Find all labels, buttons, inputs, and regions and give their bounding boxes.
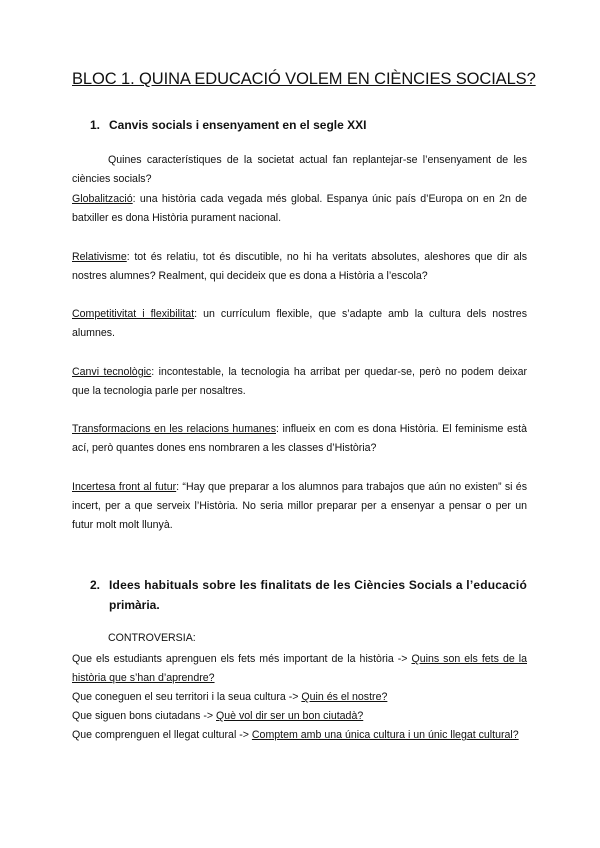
controversia-line-4 [72,726,527,745]
section2-heading-line1: Idees habituals sobre les finalitats de les Ciències Socials a l’educació [109,578,527,592]
item-term: Transformacions en les relacions humanes [72,423,276,435]
item-text: : un currículum flexible, que s’adapte amb la cultura dels nostres alumnes. [72,308,527,339]
controversia-label: CONTROVERSIA: [108,632,196,644]
item-globalitzacio [72,190,527,228]
item-term: Globalització [72,193,133,205]
section2-number: 2. [90,578,101,592]
item-term: Canvi tecnològic [72,366,152,378]
line-question: Què vol dir ser un bon ciutadà? [216,710,364,722]
section1-heading [90,118,366,132]
controversia-line-1 [72,650,527,688]
line-text: Que siguen bons ciutadans -> [72,710,216,722]
section1-heading-text: Canvis socials i ensenyament en el segle XXI [109,118,367,132]
item-transformacions [72,420,527,458]
line-question: Quins son els fets de la història que s’han d’aprendre? [72,653,527,684]
item-text: : una història cada vegada més global. Espanya únic país d’Europa on en 2n de batxiller es dona Història purament nacional. [72,193,527,224]
controversia-line-2 [72,688,527,707]
item-term: Competitivitat i flexibilitat [72,308,195,320]
page-title: BLOC 1. QUINA EDUCACIÓ VOLEM EN CIÈNCIES SOCIALS? [72,70,536,88]
line-question: Quin és el nostre? [301,691,388,703]
section2-heading [90,575,527,615]
item-term: Incertesa front al futur [72,481,177,493]
item-text: : incontestable, la tecnologia ha arribat per quedar-se, però no podem deixar que la tecnologia parle per nosaltres. [72,366,527,397]
section1-number: 1. [90,118,101,132]
item-text: : “Hay que preparar a los alumnos para trabajos que aún no existen” si és incert, per a que serveix l’Història. No seria millor preparar per a ensenyar a pensar o per un futur molt molt llunyà. [72,481,527,531]
item-canvi-tecnologic [72,363,527,401]
line-text: Que els estudiants aprenguen els fets més important de la història -> [72,653,412,665]
section1-intro: Quines característiques de la societat actual fan replantejar-se l’ensenyament de les ciències socials? [72,154,527,185]
line-text: Que coneguen el seu territori i la seua cultura -> [72,691,302,703]
section2-heading-line2: primària. [109,598,160,612]
item-competitivitat [72,305,527,343]
item-text: : tot és relatiu, tot és discutible, no hi ha veritats absolutes, aleshores que dir als nostres alumnes? Realment, qui decideix que es dona a Història a l’escola? [72,251,527,282]
line-text: Que comprenguen el llegat cultural -> [72,729,252,741]
controversia-line-3 [72,707,527,726]
item-term: Relativisme [72,251,127,263]
item-relativisme [72,248,527,286]
line-question: Comptem amb una única cultura i un únic llegat cultural? [251,729,519,741]
item-incertesa [72,478,527,535]
item-text: : influeix en com es dona Història. El feminisme està ací, però quantes dones ens nombraren a les classes d’Història? [72,423,527,454]
